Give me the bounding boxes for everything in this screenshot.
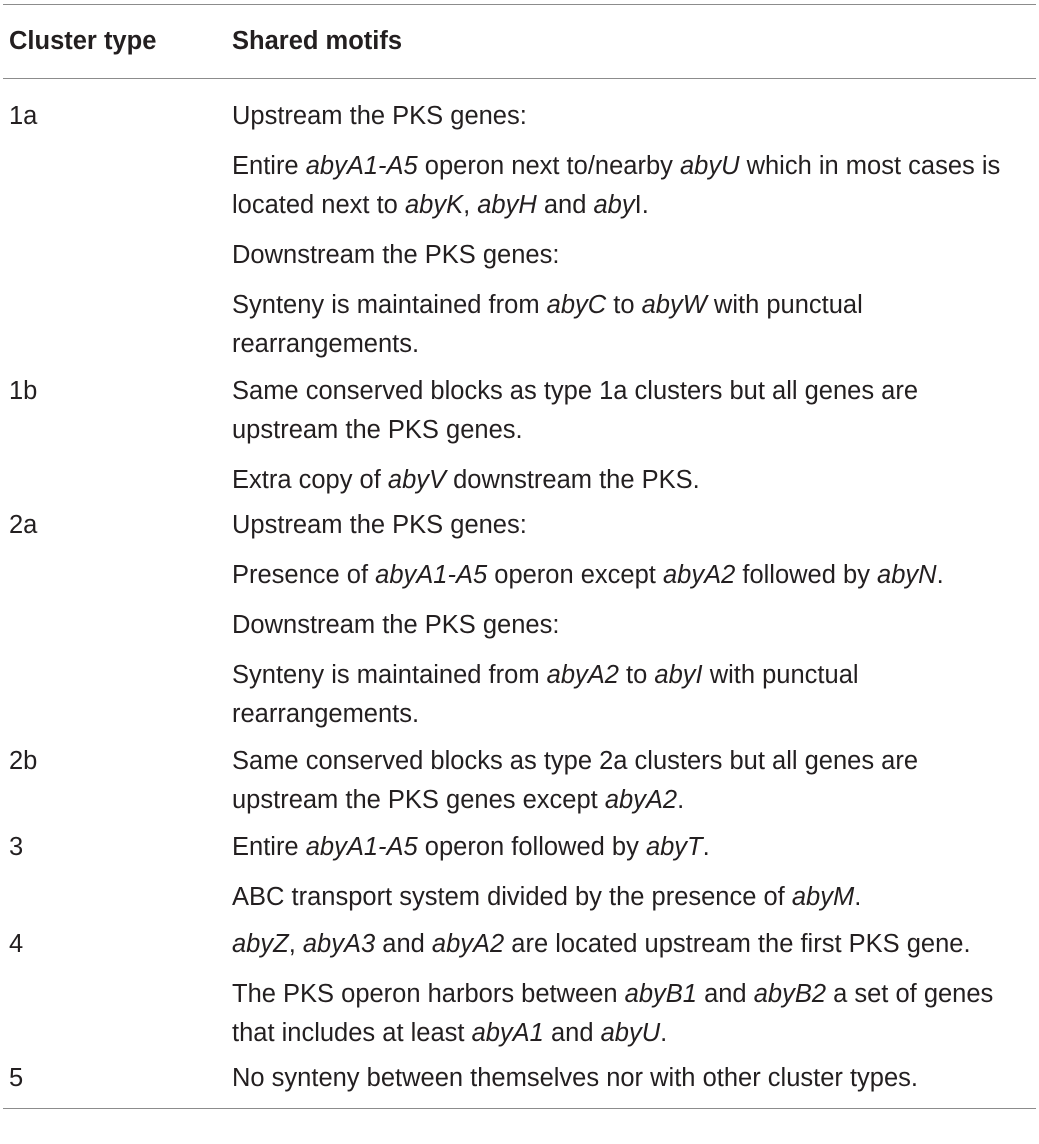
motif-paragraph xyxy=(232,975,1030,1053)
motif-text: and xyxy=(543,1019,601,1047)
motif-text: are located upstream the first PKS gene. xyxy=(504,930,971,958)
motif-paragraph xyxy=(232,656,1030,734)
gene-name: abyZ xyxy=(232,930,289,958)
cluster-type-cell: 2b xyxy=(9,747,38,775)
gene-name: abyA2 xyxy=(604,786,678,814)
motif-paragraph xyxy=(232,147,1030,225)
gene-name: abyC xyxy=(546,291,607,319)
table-row xyxy=(3,372,1036,500)
motif-text: Synteny is maintained from xyxy=(232,661,547,689)
cluster-type-cell: 1a xyxy=(9,102,38,130)
motif-text: I. xyxy=(634,191,649,219)
motif-paragraph xyxy=(232,506,1030,545)
motif-text: a set of genes that includes at least xyxy=(232,980,994,1047)
table-row xyxy=(3,925,1036,1053)
motif-text: . xyxy=(677,786,685,814)
motif-text: with punctual rearrangements. xyxy=(232,661,859,728)
motif-paragraph xyxy=(232,372,1030,450)
gene-name: abyA3 xyxy=(302,930,376,958)
motif-text: ABC transport system divided by the presence of xyxy=(232,883,792,911)
motif-text: Same conserved blocks as type 1a clusters but all genes are upstream the PKS genes. xyxy=(232,377,919,444)
gene-name: abyU xyxy=(679,152,740,180)
motif-text: . xyxy=(936,561,944,589)
motif-text: which in most cases is located next to xyxy=(232,152,1001,219)
cluster-motifs-table xyxy=(3,4,1036,1109)
gene-name: abyA1-A5 xyxy=(375,561,488,589)
cluster-type-cell: 4 xyxy=(9,930,24,958)
shared-motifs-cell xyxy=(232,742,1036,820)
motif-text: , xyxy=(463,191,478,219)
motif-paragraph xyxy=(232,828,1030,867)
header-shared-motifs: Shared motifs xyxy=(232,27,403,55)
gene-name: aby xyxy=(593,191,635,219)
motif-paragraph xyxy=(232,742,1030,820)
table-row xyxy=(3,506,1036,734)
gene-name: abyN xyxy=(877,561,937,589)
motif-text: , xyxy=(288,930,303,958)
gene-name: abyA1 xyxy=(471,1019,544,1047)
motif-text: Extra copy of xyxy=(232,466,388,494)
table-row xyxy=(3,97,1036,364)
gene-name: abyA2 xyxy=(546,661,619,689)
gene-name: abyB1 xyxy=(624,980,697,1008)
shared-motifs-cell xyxy=(232,372,1036,500)
motif-paragraph xyxy=(232,286,1030,364)
motif-text: . xyxy=(854,883,862,911)
table-row xyxy=(3,1059,1036,1098)
table-bottom-rule xyxy=(3,1108,1036,1109)
motif-text: Synteny is maintained from xyxy=(232,291,547,319)
shared-motifs-cell xyxy=(232,506,1036,734)
motif-paragraph xyxy=(232,606,1030,645)
motif-text: and xyxy=(696,980,754,1008)
motif-text: Entire xyxy=(232,152,306,180)
motif-text: . xyxy=(702,833,710,861)
motif-text: downstream the PKS. xyxy=(446,466,700,494)
motif-text: to xyxy=(618,661,655,689)
gene-name: abyA1-A5 xyxy=(305,152,418,180)
table-row xyxy=(3,742,1036,820)
table-body xyxy=(3,79,1036,1108)
header-cluster-type: Cluster type xyxy=(9,27,157,55)
motif-text: operon except xyxy=(487,561,663,589)
gene-name: abyA2 xyxy=(431,930,505,958)
shared-motifs-cell xyxy=(232,1059,1036,1098)
cluster-type-cell: 1b xyxy=(9,377,38,405)
gene-name: abyW xyxy=(641,291,707,319)
motif-paragraph xyxy=(232,925,1030,964)
cluster-type-cell: 5 xyxy=(9,1064,24,1092)
gene-name: abyV xyxy=(387,466,447,494)
gene-name: abyM xyxy=(791,883,855,911)
motif-text: and xyxy=(536,191,594,219)
motif-text: Same conserved blocks as type 2a clusters but all genes are upstream the PKS genes except xyxy=(232,747,919,814)
gene-name: abyU xyxy=(600,1019,661,1047)
motif-text: to xyxy=(606,291,642,319)
gene-name: abyB2 xyxy=(753,980,827,1008)
motif-text: Downstream the PKS genes: xyxy=(232,611,560,639)
cluster-type-cell: 3 xyxy=(9,833,24,861)
motif-text: Entire xyxy=(232,833,306,861)
motif-text: with punctual rearrangements. xyxy=(232,291,863,358)
motif-paragraph xyxy=(232,878,1030,917)
table-row xyxy=(3,828,1036,917)
motif-paragraph xyxy=(232,97,1030,136)
gene-name: abyK xyxy=(404,191,464,219)
shared-motifs-cell xyxy=(232,828,1036,917)
motif-text: Downstream the PKS genes: xyxy=(232,241,560,269)
motif-text: . xyxy=(660,1019,668,1047)
motif-text: followed by xyxy=(735,561,878,589)
gene-name: abyH xyxy=(477,191,537,219)
motif-text: operon followed by xyxy=(417,833,646,861)
motif-text: Upstream the PKS genes: xyxy=(232,511,527,539)
gene-name: abyA1-A5 xyxy=(305,833,418,861)
gene-name: abyT xyxy=(645,833,703,861)
gene-name: abyI xyxy=(654,661,703,689)
gene-name: abyA2 xyxy=(662,561,736,589)
shared-motifs-cell xyxy=(232,97,1036,364)
motif-paragraph xyxy=(232,461,1030,500)
shared-motifs-cell xyxy=(232,925,1036,1053)
motif-text: No synteny between themselves nor with other cluster types. xyxy=(232,1064,918,1092)
motif-text: Upstream the PKS genes: xyxy=(232,102,527,130)
cluster-type-cell: 2a xyxy=(9,511,38,539)
motif-text: The PKS operon harbors between xyxy=(232,980,625,1008)
motif-text: operon next to/nearby xyxy=(417,152,680,180)
motif-paragraph xyxy=(232,1059,1030,1098)
motif-paragraph xyxy=(232,236,1030,275)
table-header-row xyxy=(3,5,1036,78)
motif-text: Presence of xyxy=(232,561,376,589)
motif-text: and xyxy=(375,930,432,958)
motif-paragraph xyxy=(232,556,1030,595)
